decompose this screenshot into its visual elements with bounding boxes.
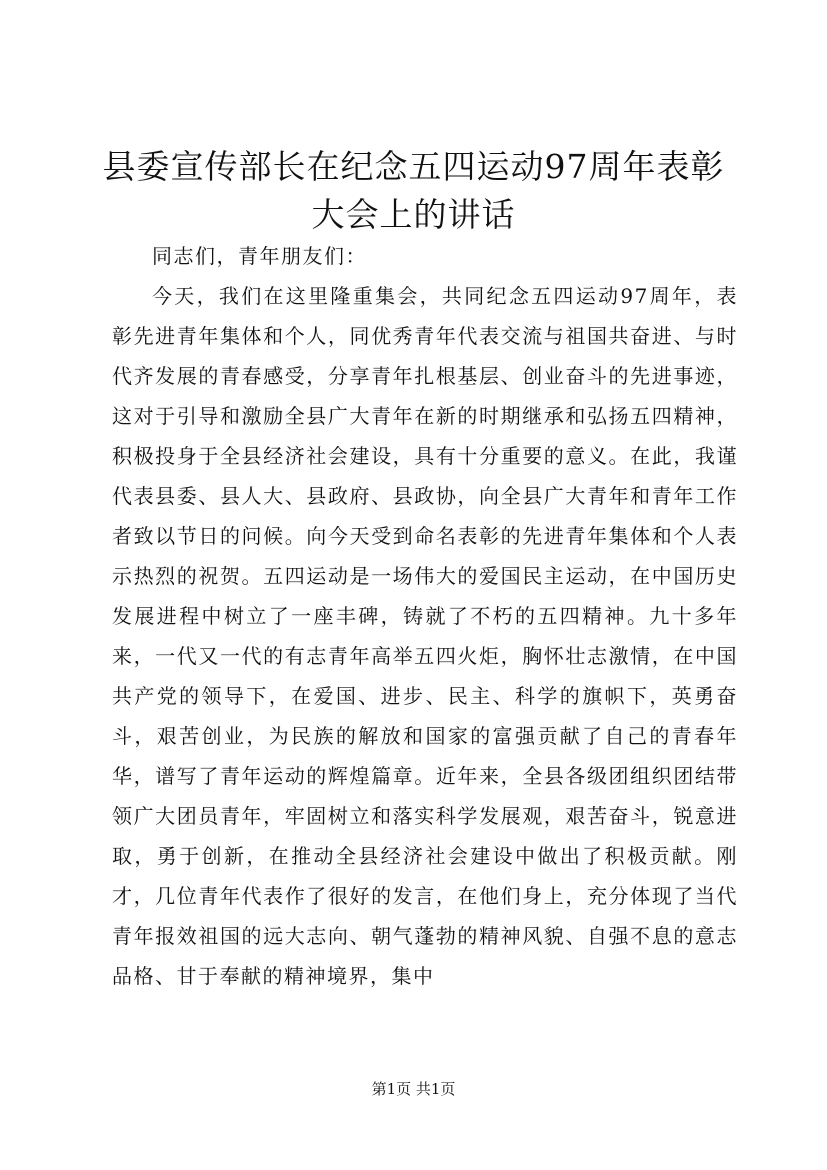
- document-body: [112, 236, 738, 996]
- paragraph-1: 今天，我们在这里隆重集会，共同纪念五四运动97周年，表彰先进青年集体和个人，同优秀青年代表交流与祖国共奋进、与时代齐发展的青春感受，分享青年扎根基层、创业奋斗的先进事迹，这对于引导和激励全县广大青年在新的时期继承和弘扬五四精神，积极投身于全县经济社会建设，具有十分重要的意义。在此，我谨代表县委、县人大、县政府、县政协，向全县广大青年和青年工作者致以节日的问候。向今天受到命名表彰的先进青年集体和个人表示热烈的祝贺。五四运动是一场伟大的爱国民主运动，在中国历史发展进程中树立了一座丰碑，铸就了不朽的五四精神。九十多年来，一代又一代的有志青年高举五四火炬，胸怀壮志激情，在中国共产党的领导下，在爱国、进步、民主、科学的旗帜下，英勇奋斗，艰苦创业，为民族的解放和国家的富强贡献了自己的青春年华，谱写了青年运动的辉煌篇章。近年来，全县各级团组织团结带领广大团员青年，牢固树立和落实科学发展观，艰苦奋斗，锐意进取，勇于创新，在推动全县经济社会建设中做出了积极贡献。刚才，几位青年代表作了很好的发言，在他们身上，充分体现了当代青年报效祖国的远大志向、朝气蓬勃的精神风貌、自强不息的意志品格、甘于奉献的精神境界，集中: [112, 284, 738, 988]
- page-footer: 第1页 共1页: [371, 1080, 456, 1098]
- document-title: 县委宣传部长在纪念五四运动97周年表彰大会上的讲话: [102, 147, 725, 234]
- salutation: 同志们，青年朋友们：: [152, 244, 367, 268]
